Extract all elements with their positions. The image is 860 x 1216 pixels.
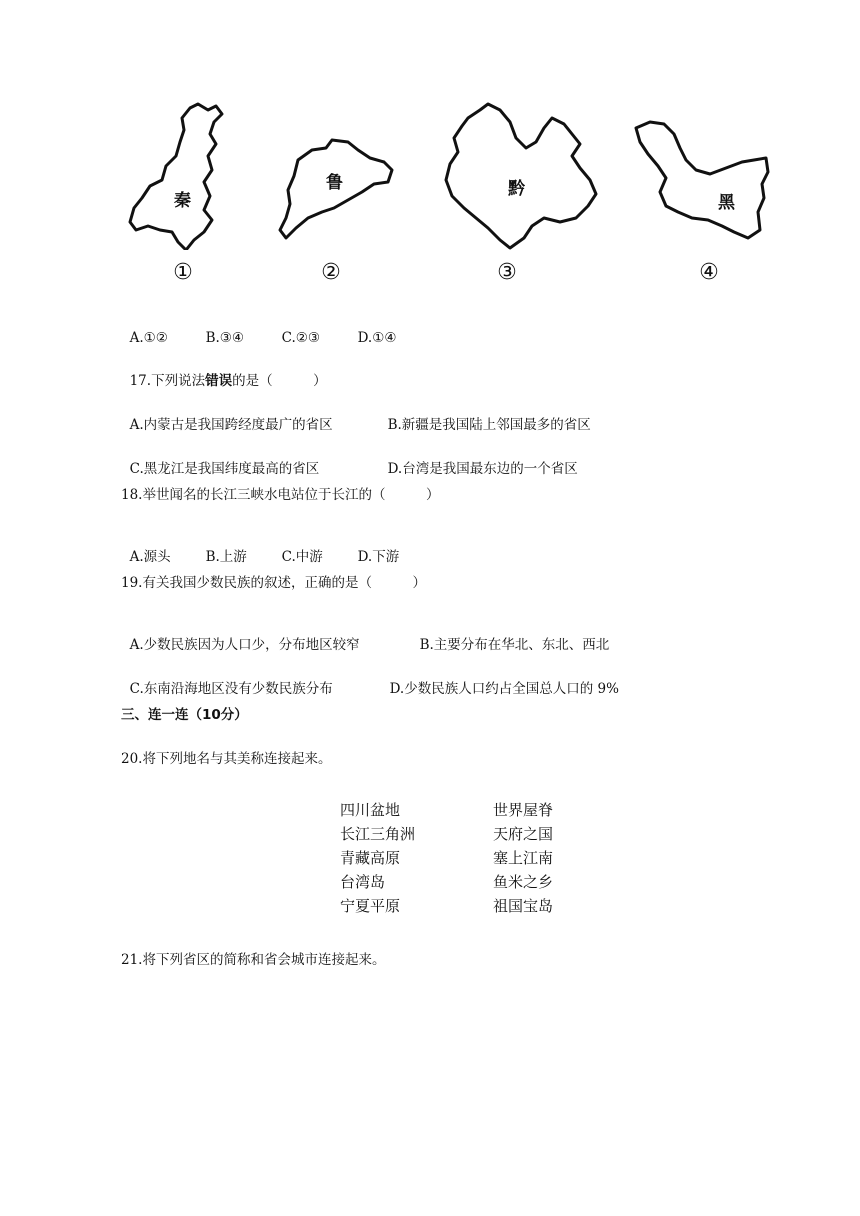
q20-nicknames-column (493, 800, 553, 920)
map-label: 黔 (508, 179, 525, 199)
map-number: ② (321, 260, 341, 285)
map-label: 鲁 (326, 173, 343, 193)
q19-options-row1 (121, 618, 609, 654)
nickname-item[interactable]: 祖国宝岛 (493, 897, 554, 915)
place-item[interactable]: 青藏高原 (340, 849, 401, 867)
q17-option-b: B.新疆是我国陆上邻国最多的省区 (387, 417, 591, 433)
q18-option-c: C.中游 (281, 549, 323, 565)
q19-options-row2 (121, 662, 619, 698)
q17-options-row2 (121, 442, 578, 478)
q16-options (121, 311, 396, 347)
map-shaanxi (120, 100, 240, 285)
q18-option-d: D.下游 (357, 549, 400, 565)
q17-stem-post: 的是（ ） (232, 373, 327, 389)
map-label: 秦 (174, 191, 191, 211)
shaanxi-outline (120, 100, 240, 250)
q21-stem: 21.将下列省区的简称和省会城市连接起来。 (121, 952, 386, 968)
q19-option-d: D.少数民族人口约占全国总人口的 9% (389, 681, 619, 697)
map-guizhou (440, 100, 610, 285)
map-number: ④ (699, 260, 719, 285)
nickname-item[interactable]: 鱼米之乡 (493, 873, 554, 891)
q17-option-a: A.内蒙古是我国跨经度最广的省区 (129, 417, 333, 433)
q18-option-a: A.源头 (129, 549, 171, 565)
q16-option-c: C.②③ (281, 330, 320, 346)
map-number: ① (173, 260, 193, 285)
place-item[interactable]: 长江三角洲 (340, 825, 416, 843)
q19-option-c: C.东南沿海地区没有少数民族分布 (129, 681, 333, 697)
place-item[interactable]: 宁夏平原 (340, 897, 401, 915)
q17-option-d: D.台湾是我国最东边的一个省区 (387, 461, 578, 477)
place-item[interactable]: 台湾岛 (340, 873, 386, 891)
q19-option-b: B.主要分布在华北、东北、西北 (419, 637, 610, 653)
nickname-item[interactable]: 塞上江南 (493, 849, 554, 867)
nickname-item[interactable]: 世界屋脊 (493, 801, 554, 819)
q17-stem-pre: 17.下列说法 (129, 373, 206, 389)
map-label: 黑 (718, 193, 735, 213)
q16-option-d: D.①④ (357, 330, 397, 346)
q19-stem: 19.有关我国少数民族的叙述，正确的是（ ） (121, 575, 426, 591)
q20-stem: 20.将下列地名与其美称连接起来。 (121, 751, 332, 767)
q18-option-b: B.上游 (205, 549, 247, 565)
q16-option-a: A.①② (129, 330, 168, 346)
q17-option-c: C.黑龙江是我国纬度最高的省区 (129, 461, 320, 477)
section-heading: 三、连一连（10分） (121, 707, 248, 723)
map-shandong (268, 100, 408, 285)
q17-stem-emphasis: 错误 (205, 373, 233, 389)
map-number: ③ (497, 260, 517, 285)
q18-stem: 18.举世闻名的长江三峡水电站位于长江的（ ） (121, 487, 440, 503)
q16-option-b: B.③④ (205, 330, 245, 346)
q20-places-column (340, 800, 415, 920)
guizhou-outline (440, 100, 610, 250)
q17-options-row1 (121, 398, 591, 434)
nickname-item[interactable]: 天府之国 (493, 825, 554, 843)
place-item[interactable]: 四川盆地 (340, 801, 401, 819)
map-heilongjiang (630, 100, 780, 285)
province-maps (110, 100, 790, 290)
heilongjiang-outline (630, 100, 780, 250)
q17-stem (121, 354, 327, 390)
q18-options (121, 530, 399, 566)
q19-option-a: A.少数民族因为人口少，分布地区较窄 (129, 637, 360, 653)
